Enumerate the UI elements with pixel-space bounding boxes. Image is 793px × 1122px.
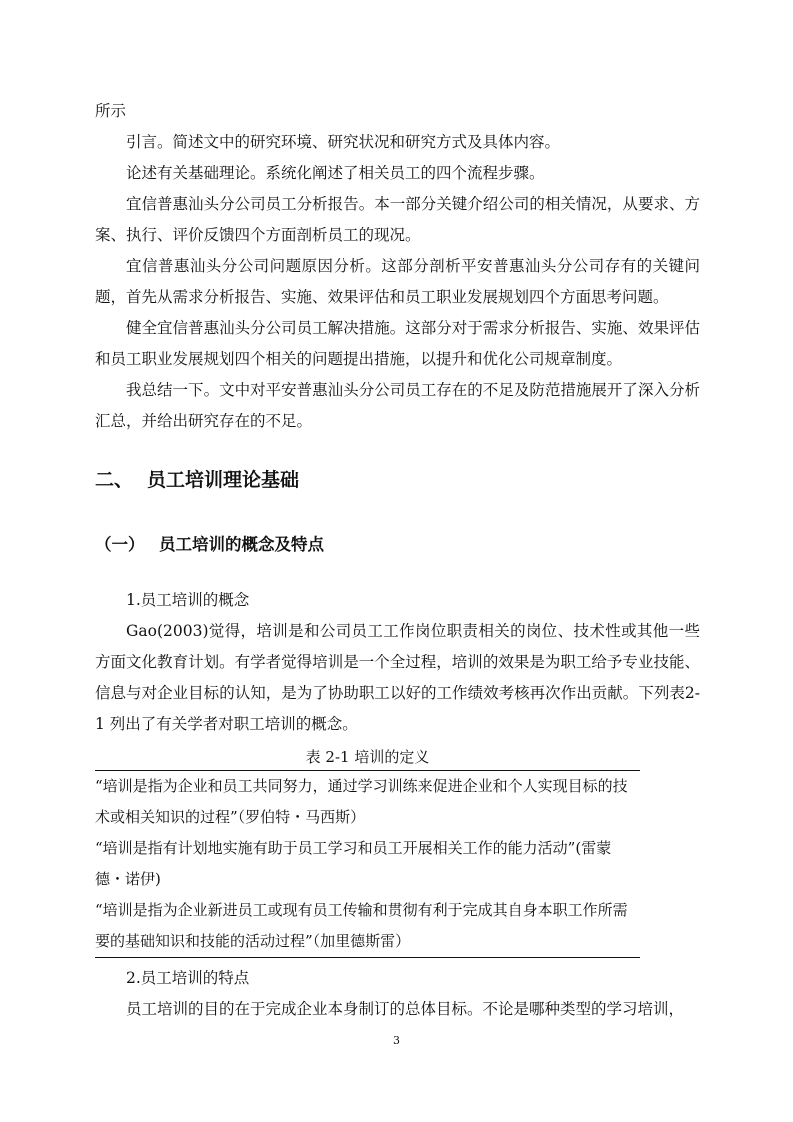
- table-row: “培训是指有计划地实施有助于员工学习和员工开展相关工作的能力活动”(雷蒙德・诺伊): [95, 839, 612, 888]
- section-heading: [95, 466, 299, 494]
- paragraph-fragment: 所示: [95, 102, 127, 120]
- subsection-number: （一）: [95, 535, 145, 554]
- paragraph-problem-analysis: 宜信普惠汕头分公司问题原因分析。这部分剖析平安普惠汕头分公司存有的关键问题，首先从需求分析报告、实施、效果评估和员工职业发展规划四个方面思考问题。: [95, 257, 700, 306]
- page-number: 3: [393, 1034, 400, 1047]
- definition-table: [95, 770, 640, 958]
- paragraph-introduction: 引言。简述文中的研究环境、研究状况和研究方式及具体内容。: [126, 133, 561, 151]
- subheading-features: 2.员工培训的特点: [126, 969, 250, 987]
- paragraph-analysis-report: 宜信普惠汕头分公司员工分析报告。本一部分关键介绍公司的相关情况，从要求、方案、执行、评价反馈四个方面剖析员工的现况。: [95, 195, 700, 244]
- table-caption: 表 2-1 培训的定义: [305, 748, 430, 766]
- subsection-heading: [95, 531, 324, 559]
- paragraph-solutions: 健全宜信普惠汕头分公司员工解决措施。这部分对于需求分析报告、实施、效果评估和员工职业发展规划四个相关的问题提出措施，以提升和优化公司规章制度。: [95, 319, 700, 368]
- paragraph-conclusion: 我总结一下。文中对平安普惠汕头分公司员工存在的不足及防范措施展开了深入分析汇总，并给出研究存在的不足。: [95, 381, 700, 430]
- table-row: “培训是指为企业和员工共同努力，通过学习训练来促进企业和个人实现目标的技术或相关知识的过程”（罗伯特・马西斯）: [95, 777, 628, 826]
- section-title: 员工培训理论基础: [147, 469, 300, 491]
- paragraph-features: 员工培训的目的在于完成企业本身制订的总体目标。不论是哪种类型的学习培训，: [126, 1000, 685, 1018]
- paragraph-concept: Gao(2003)觉得，培训是和公司员工工作岗位职责相关的岗位、技术性或其他一些方面文化教育计划。有学者觉得培训是一个全过程，培训的效果是为职工给予专业技能、信息与对企业目标的认知，是为了协助职工以好的工作绩效考核再次作出贡献。下列表2-1 列出了有关学者对职工培训的概念。: [95, 622, 700, 733]
- section-number: 二、: [95, 469, 134, 491]
- table-row: “培训是指为企业新进员工或现有员工传输和贯彻有利于完成其自身本职工作所需要的基础知识和技能的活动过程”（加里德斯雷）: [95, 901, 628, 950]
- subheading-concept: 1.员工培训的概念: [126, 591, 250, 609]
- paragraph-theory: 论述有关基础理论。系统化阐述了相关员工的四个流程步骤。: [126, 164, 545, 182]
- subsection-title: 员工培训的概念及特点: [159, 535, 324, 554]
